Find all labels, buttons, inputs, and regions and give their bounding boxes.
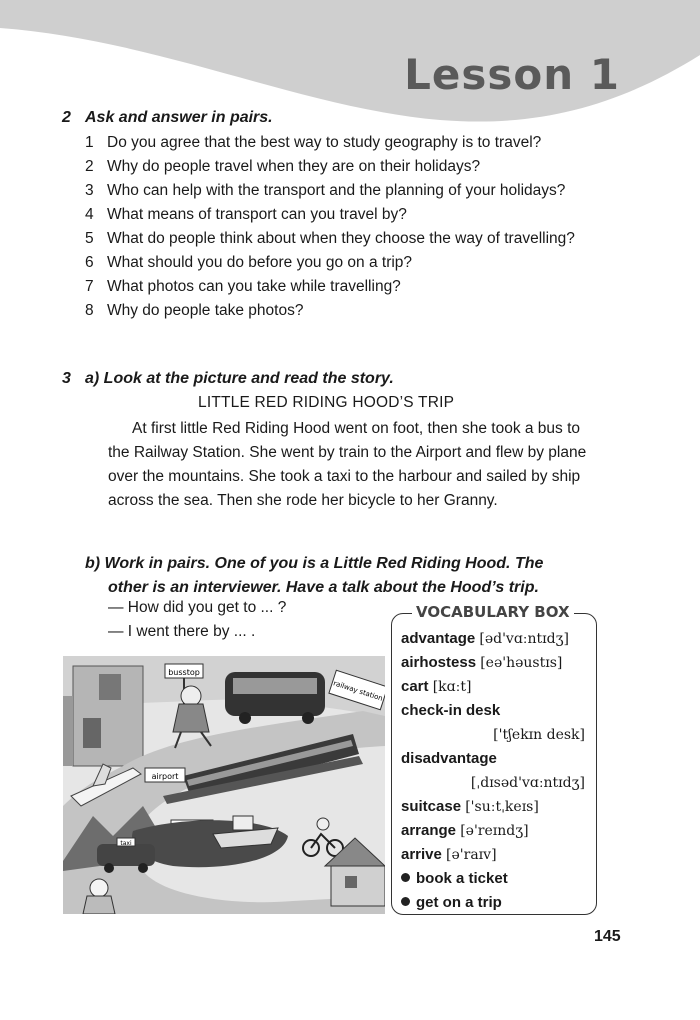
exercise-3b-heading bbox=[85, 552, 605, 600]
airport-sign bbox=[145, 768, 185, 782]
vocab-word: arrange bbox=[401, 822, 457, 839]
question-number: 8 bbox=[85, 302, 94, 319]
vocab-word: cart bbox=[401, 678, 429, 695]
dialog-question: — How did you get to ... ? bbox=[108, 599, 287, 616]
question-text: Why do people take photos? bbox=[107, 302, 304, 319]
question-number: 2 bbox=[85, 158, 94, 175]
exercise-2-number: 2 bbox=[62, 109, 71, 126]
story-title: LITTLE RED RIDING HOOD’S TRIP bbox=[198, 394, 455, 411]
vocab-item bbox=[401, 843, 591, 867]
question-text: Do you agree that the best way to study geography is to travel? bbox=[107, 134, 542, 151]
vocab-transcription: [ə'raɪv] bbox=[446, 847, 497, 863]
exercise-3-number: 3 bbox=[62, 370, 71, 387]
vocabulary-list bbox=[401, 627, 591, 915]
vocab-transcription: [ˌdɪsəd'vɑːntɪdʒ] bbox=[470, 775, 585, 791]
vocab-word: check-in desk bbox=[401, 702, 501, 719]
vocabulary-box-title: VOCABULARY BOX bbox=[412, 603, 574, 621]
vocab-word: suitcase bbox=[401, 798, 462, 815]
vocab-item bbox=[401, 699, 591, 723]
question-text: What do people think about when they choose the way of travelling? bbox=[107, 230, 575, 247]
vocab-transcription: [kɑːt] bbox=[432, 679, 472, 695]
vocab-phrase-text: book a ticket bbox=[416, 870, 508, 887]
vocab-item bbox=[401, 771, 591, 795]
vocab-word: advantage bbox=[401, 630, 476, 647]
vocab-item bbox=[401, 627, 591, 651]
vocab-item bbox=[401, 819, 591, 843]
lesson-title: Lesson 1 bbox=[404, 50, 620, 99]
taxi-label: taxi bbox=[120, 840, 132, 847]
question-text: What photos can you take while travelling? bbox=[107, 278, 401, 295]
question-number: 1 bbox=[85, 134, 94, 151]
question-number: 6 bbox=[85, 254, 94, 271]
vocab-transcription: ['suːtˌkeɪs] bbox=[465, 799, 539, 815]
exercise-2-heading: Ask and answer in pairs. bbox=[85, 109, 273, 126]
question-item bbox=[85, 227, 645, 251]
bullet-icon bbox=[401, 873, 410, 882]
story-illustration bbox=[63, 656, 385, 914]
vocab-phrase-text: get on a trip bbox=[416, 894, 502, 911]
question-text: Why do people travel when they are on their holidays? bbox=[107, 158, 481, 175]
vocab-phrase bbox=[401, 867, 591, 891]
railway-station-label: railway station bbox=[332, 679, 384, 703]
question-number: 4 bbox=[85, 206, 94, 223]
bullet-icon bbox=[401, 897, 410, 906]
question-item bbox=[85, 131, 645, 155]
question-text: What should you do before you go on a trip? bbox=[107, 254, 413, 271]
vocab-word: disadvantage bbox=[401, 750, 497, 767]
vocab-phrase bbox=[401, 891, 591, 915]
question-item bbox=[85, 251, 645, 275]
question-number: 3 bbox=[85, 182, 94, 199]
vocab-item bbox=[401, 723, 591, 747]
vocab-transcription: [eə'həustɪs] bbox=[480, 655, 563, 671]
page-number: 145 bbox=[594, 928, 621, 945]
vocab-transcription: [əd'vɑːntɪdʒ] bbox=[479, 631, 569, 647]
busstop-label: busstop bbox=[168, 668, 200, 677]
vocab-transcription: [ə'reɪndʒ] bbox=[460, 823, 529, 839]
vocab-item bbox=[401, 747, 591, 771]
vocab-transcription: ['tʃekɪn desk] bbox=[493, 727, 585, 743]
airport-label: airport bbox=[151, 772, 179, 781]
dialog-answer: — I went there by ... . bbox=[108, 623, 256, 640]
vocab-item bbox=[401, 651, 591, 675]
question-list bbox=[85, 131, 645, 323]
vocab-item bbox=[401, 675, 591, 699]
exercise-3b-line2: other is an interviewer. Have a talk about the Hood’s trip. bbox=[108, 579, 539, 596]
question-item bbox=[85, 203, 645, 227]
question-item bbox=[85, 275, 645, 299]
question-number: 7 bbox=[85, 278, 94, 295]
exercise-3a-heading: a) Look at the picture and read the story. bbox=[85, 370, 394, 387]
vocab-item bbox=[401, 795, 591, 819]
question-item bbox=[85, 299, 645, 323]
vocab-word: airhostess bbox=[401, 654, 477, 671]
story-text: At first little Red Riding Hood went on foot, then she took a bus to the Railway Station. She went by train to the Airport and flew by plane over the mountains. She took a taxi to the harbour and sailed by ship across the sea. Then she rode her bicycle to her Granny. bbox=[108, 420, 587, 509]
vocab-word: arrive bbox=[401, 846, 442, 863]
house-left-icon bbox=[63, 666, 143, 766]
question-text: What means of transport can you travel by? bbox=[107, 206, 407, 223]
question-text: Who can help with the transport and the planning of your holidays? bbox=[107, 182, 566, 199]
question-item bbox=[85, 155, 645, 179]
question-number: 5 bbox=[85, 230, 94, 247]
question-item bbox=[85, 179, 645, 203]
exercise-3b-line1: b) Work in pairs. One of you is a Little Red Riding Hood. The bbox=[85, 555, 544, 572]
